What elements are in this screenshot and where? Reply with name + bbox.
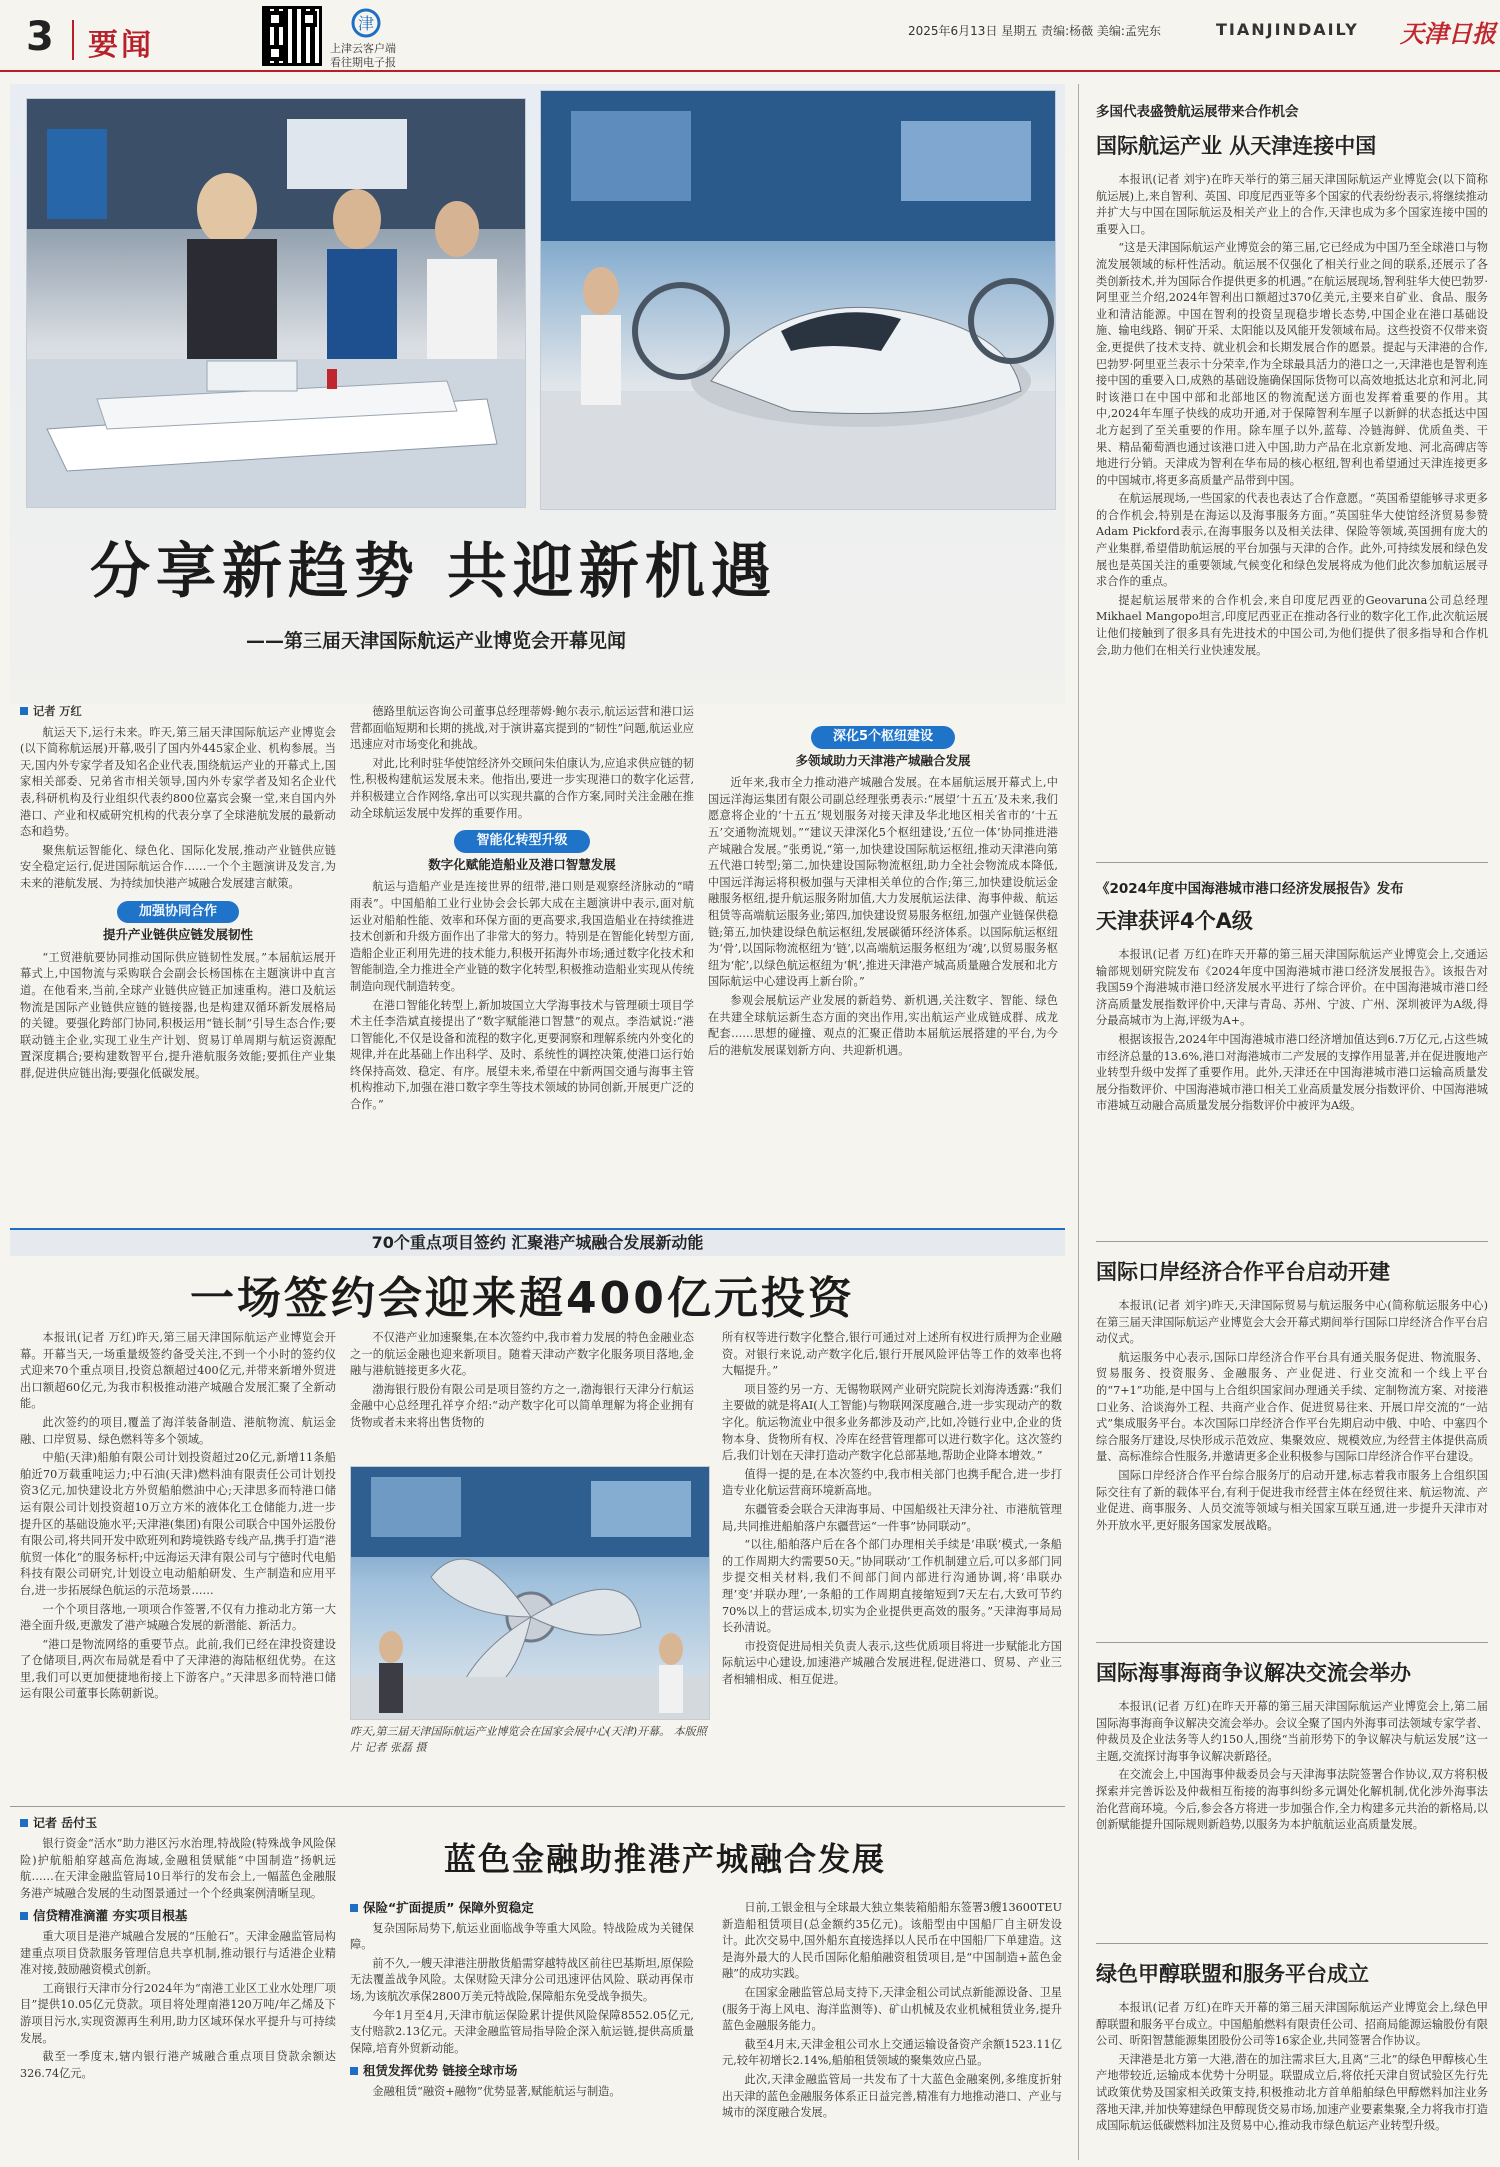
lead-column-1 — [20, 704, 336, 1224]
qr-caption-2: 看往期电子报 — [330, 56, 396, 69]
sidebar-1-title: 国际航运产业 从天津连接中国 — [1096, 134, 1377, 158]
lead-column-3 — [708, 704, 1058, 1224]
sidebar — [1096, 100, 1488, 2160]
paragraph: 参观会展航运产业发展的新趋势、新机遇,关注数字、智能、绿色在共建全球航运新生态方面的突出作用,实出航运产业成链成群、成龙配套……思想的碰撞、观点的汇聚正借助本届航运展搭建的平台,为今后的港航发展谋划新方向、共迎新机遇。 — [708, 993, 1058, 1057]
paragraph: 航运服务中心表示,国际口岸经济合作平台具有通关服务促进、物流服务、贸易服务、投资服务、金融服务、产业促进、行业交流和一个线上平台的“7+1”功能,是中国与上合组织国家间办理通关手续、定制物流方案、对接港口业务、洽谈海外工程、共商产业合作、促进贸易往来、开展口岸交流的“一站式”集成服务平台。本次国际口岸经济合作平台先期启动中俄、中哈、中塞四个综合服务厅建设,尽快形成示范效应、集聚效应、规模效应,为经营主体提供高质量、高标准综合性服务,并邀请更多企业积极参与国际口岸经济合作平台建设。 — [1096, 1350, 1488, 1464]
lead-subhead-3: 深化5个枢纽建设 多领域助力天津港产城融合发展 — [708, 726, 1058, 769]
section-banner — [10, 1228, 1065, 1256]
paragraph: 航运天下,运行未来。昨天,第三届天津国际航运产业博览会(以下简称航运展)开幕,吸引了国内外445家企业、机构参展。当天,国内外专家学者及知名企业代表,围绕航运产业的开幕式上,国家相关部委、兄弟省市相关领导,国内外专家学者及知名企业代表,科研机构及行业组织代表约800位嘉宾会聚一堂,来自国内外港口、产业和权威研究机构的代表分享了全球港航发展的最新动态和趋势。 — [20, 725, 336, 839]
brand-english: TIANJINDAILY — [1216, 20, 1359, 39]
sidebar-divider — [1078, 84, 1079, 2160]
finance-headline: 蓝色金融助推港产城融合发展 — [444, 1840, 887, 1878]
signing-column-2 — [350, 1330, 694, 1458]
sidebar-3-title: 国际口岸经济合作平台启动开建 — [1096, 1260, 1390, 1284]
ship-model-icon — [27, 99, 526, 508]
paragraph: 前不久,一艘天津港注册散货船需穿越特战区前往巴基斯坦,原保险无法覆盖战争风险。太保财险天津分公司迅速评估风险、联动再保市场,为该航次承保2800万美元特战险,保障船东免受战争损失。 — [350, 1956, 694, 2003]
lead-subheadline: ——第三届天津国际航运产业博览会开幕见闻 — [246, 630, 627, 652]
sidebar-2-kicker: 《2024年度中国海港城市港口经济发展报告》发布 — [1096, 881, 1404, 897]
finance-byline: 记者 岳付玉 — [20, 1814, 97, 1831]
paragraph: 天津港是北方第一大港,潜在的加注需求巨大,且离“三北”的绿色甲醇核心生产地带较近,运输成本优势十分明显。联盟成立后,将依托天津自贸试验区先行先试政策优势及国家相关政策支持,积极推动北方首单船舶绿色甲醇燃料加注业务落地天津,并加快筹建绿色甲醇现货交易市场,加速产业要素集聚,全力将我市打造成国际航运低碳燃料加注及贸易中心,推动我市绿色航运产业转型升级。 — [1096, 2052, 1488, 2133]
signing-column-3 — [722, 1330, 1062, 1800]
paragraph: 银行资金“活水”助力港区污水治理,特战险(特殊战争风险保险)护航船舶穿越高危海域,金融租赁赋能“中国制造”扬帆远航……在天津金融监管局10日举行的发布会上,一幅蓝色金融服务港产城融合发展的生动图景通过一个个经典案例清晰呈现。 — [20, 1837, 336, 1900]
paragraph: 截至4月末,天津金租公司水上交通运输设备资产余额1523.11亿元,较年初增长2.14%,船舶租赁领域的聚集效应凸显。 — [722, 2037, 1062, 2068]
paragraph: 截至一季度末,辖内银行港产城融合重点项目贷款余额达326.74亿元。 — [20, 2050, 336, 2080]
paragraph: 聚焦航运智能化、绿色化、国际化发展,推动产业链供应链安全稳定运行,促进国际航运合作……一个个主题演讲及发言,为未来的港航发展、为持续加快港产城融合发展建言献策。 — [20, 843, 336, 890]
lead-headline: 分享新趋势 共迎新机遇 — [90, 537, 777, 607]
paragraph: 本报讯(记者 万红)昨天,第三届天津国际航运产业博览会开幕。开幕当天,一场重量级签约备受关注,不到一个小时的签约仪式迎来70个重点项目,投资总额超过400亿元,并带来新增外贸进出口额超60亿元,为我市积极推动港产城融合发展汇聚了全新动能。 — [20, 1331, 336, 1411]
lead-photo-right — [540, 90, 1056, 510]
sidebar-5-title: 绿色甲醇联盟和服务平台成立 — [1096, 1962, 1369, 1986]
section-name: 要闻 — [88, 28, 154, 63]
finance-column-3 — [722, 1900, 1062, 2158]
lead-byline: 记者 万红 — [20, 704, 336, 721]
finance-column-2 — [350, 1900, 694, 2158]
paragraph: 在国家金融监管总局支持下,天津金租公司试点新能源设备、卫星(服务于海上风电、海洋监测等)、矿山机械及农业机械租赁业务,提升蓝色金融服务能力。 — [722, 1985, 1062, 2033]
sidebar-5-body — [1096, 2000, 1488, 2160]
app-logo-icon — [348, 8, 384, 38]
paragraph: 根据该报告,2024年中国海港城市港口经济增加值达到6.7万亿元,占这些城市经济总量的13.6%,港口对海港城市二产发展的支撑作用显著,并在促进腹地产业转型升级中发挥了重要作用。此外,天津还在中国海港城市港口运输高质量发展分指数评价、中国海港城市港口相关工业高质量发展分指数评价、中国海港城市港城互动融合高质量发展分指数评价中被评为A级。 — [1096, 1032, 1488, 1113]
paragraph: 日前,工银金租与全球最大独立集装箱船船东签署3艘13600TEU新造船租赁项目(总金额约35亿元)。该船型由中国船厂自主研发设计。此次交易中,国外船东直接选择以人民币在中国船厂下单建造。这是海外最大的人民币国际化船舶融资租赁项目,是“中国制造+蓝色金融”的成功实践。 — [722, 1901, 1062, 1981]
masthead — [0, 0, 1500, 72]
paragraph: “这是天津国际航运产业博览会的第三届,它已经成为中国乃至全球港口与物流发展领域的标杆性活动。航运展不仅强化了相关行业之间的联系,还展示了各类创新技术,并为国际合作提供更多的机遇。”在航运展现场,智利驻华大使巴勃罗·阿里亚兰介绍,2024年智利出口额超过370亿美元,主要来自矿业、食品、服务业和清洁能源。中国在智利的投资呈现稳步增长态势,中国企业在港口基础设施、输电线路、铜矿开采、太阳能以及风能开发领域布局。这些投资不仅带来资金,更提供了技术支持、就业机会和长期发展合作的愿景。提起与天津港的合作,巴勃罗·阿里亚兰表示十分荣幸,作为全球最具活力的港口之一,天津港也是智利连接中国的重要入口,成熟的基础设施确保国际货物可以高效地抵达北京和河北,同时该港口在中国中部和北部地区的物流配送方面也发挥着重要的作用。其中,2024年车厘子快线的成功开通,对于保障智利车厘子以新鲜的状态抵达中国北方起到了至关重要的作用。除车厘子以外,蓝莓、冷链海鲜、优质鱼类、干果、精品葡萄酒也通过该港口进入中国,助力产品在北京新发地、河北高碑店等地进行分销。天津成为智利在华布局的核心枢纽,智利也希望通过天津连接更多的中国城市,将更多高质量产品带到中国。 — [1096, 241, 1488, 487]
date-line: 2025年6月13日 星期五 责编:杨薇 美编:孟宪东 — [908, 24, 1161, 38]
page-number: 3 — [26, 14, 54, 60]
paragraph: 国际口岸经济合作平台综合服务厅的启动开建,标志着我市服务上合组织国际交往有了新的载体平台,有利于促进我市经营主体在经贸往来、航运物流、产业促进、商事服务、人员交流等领域与相关国家互联互通,进一步提升天津市对外开放水平,更好服务国家发展战略。 — [1096, 1468, 1488, 1532]
lead-subhead-2: 智能化转型升级 数字化赋能造船业及港口智慧发展 — [350, 830, 694, 873]
paragraph: 中船(天津)船舶有限公司计划投资超过20亿元,新增11条船舶近70万载重吨运力;中石油(天津)燃料油有限责任公司计划投资3亿元,加快建设北方外贸船舶燃油中心;天津思多而特港口储运有限公司计划投资超10万立方米的液体化工仓储能力,进一步提升区的基础设施水平;天津港(集团)有限公司联合中国外运股份有限公司,将共同开发中欧班列和跨境铁路专线产品,携手打造“港航贸一体化”的服务标杆;中远海运天津有限公司与宁德时代电船科技有限公司研究,计划设立电动船舶研发、生产制造和应用平台,进一步拓展绿色航运的示范场景…… — [20, 1451, 336, 1597]
paragraph: 今年1月至4月,天津市航运保险累计提供风险保障8552.05亿元,支付赔款2.13亿元。天津金融监管局指导险企深入航运链,提供高质量保障,培育外贸新动能。 — [350, 2008, 694, 2055]
paragraph: 此次签约的项目,覆盖了海洋装备制造、港航物流、航运金融、口岸贸易、绿色燃料等多个领域。 — [20, 1415, 336, 1446]
sidebar-4-title: 国际海事海商争议解决交流会举办 — [1096, 1661, 1411, 1685]
paragraph: “港口是物流网络的重要节点。此前,我们已经在津投资建设了仓储项目,两次布局就是看中了天津港的海陆枢纽优势。在这里,我们可以更加便捷地衔接上下游客户。”天津思多而特港口储运有限公司董事长陈朝新说。 — [20, 1637, 336, 1701]
paragraph: 德路里航运咨询公司董事总经理蒂姆·鲍尔表示,航运运营和港口运营都面临短期和长期的挑战,对于演讲嘉宾提到的“韧性”问题,航运业应迅速应对市场变化和挑战。 — [350, 705, 694, 752]
sidebar-3-body — [1096, 1298, 1488, 1632]
paragraph: 所有权等进行数字化整合,银行可通过对上述所有权进行质押为企业融资。对银行来说,动产数字化后,银行开展风险评估等工作的效率也将大幅提升。” — [722, 1331, 1062, 1378]
paragraph: 在港口智能化转型上,新加坡国立大学海事技术与管理硕士项目学术主任李浩斌直接提出了“数字赋能港口智慧”的观点。李浩斌说:“港口智能化,不仅是设备和流程的数字化,更要洞察和理解系统内外变化的规律,并在此基础上作出科学、及时、系统性的调控决策,使港口运行始终保持高效、稳定、有序。展望未来,希望在中新两国交通与海事主管机构推动下,加强在港口数字孪生等技术领域的协同创新,开展更广泛的合作。” — [350, 998, 694, 1112]
paragraph: 本报讯(记者 万红)在昨天开幕的第三届天津国际航运产业博览会上,交通运输部规划研究院发布《2024年度中国海港城市港口经济发展报告》。该报告对我国59个海港城市港口经济发展水平进行了综合评价。在中国海港城市港口经济高质量发展指数评价中,天津与青岛、苏州、宁波、广州、深圳被评为A级,得分最高城市为上海,评级为A+。 — [1096, 948, 1488, 1028]
paragraph: 本报讯(记者 刘宇)昨天,天津国际贸易与航运服务中心(简称航运服务中心)在第三届天津国际航运产业博览会大会开幕式期间举行国际口岸经济合作平台启动仪式。 — [1096, 1299, 1488, 1346]
paragraph: 近年来,我市全力推动港产城融合发展。在本届航运展开幕式上,中国远洋海运集团有限公司副总经理张勇表示:“展望‘十五五’及未来,我们愿意将企业的‘十五五’规划服务对接天津及华北地区相关省市的‘十五五’交通物流规划。”“建议天津深化5个枢纽建设,‘五位一体’协同推进港产城融合发展。”张勇说,“第一,加快建设国际航运枢纽,推动天津港向第五代港口转型;第二,加快建设国际物流枢纽,助力全社会物流成本降低,中国远洋海运将积极加强与天津相关单位的合作;第三,加快建设航运金融服务枢纽,提升航运服务附加值,大力发展航运法律、海事仲裁、航运租赁等高端航运服务业;第四,加快建设贸易服务枢纽,加强产业链保供稳链;第五,加快建设绿色航运枢纽,发展碳循环经济体系。以国际航运枢纽为‘骨’,以国际物流枢纽为‘链’,以高端航运服务枢纽为‘魂’,以贸易服务枢纽为‘舵’,以绿色航运枢纽为‘帆’,推进天津港产城高质量融合发展和北方国际航运中心建设再上新台阶。” — [708, 776, 1058, 989]
paragraph: 不仅港产业加速聚集,在本次签约中,我市着力发展的特色金融业态之一的航运金融也迎来新项目。随着天津动产数字化服务项目落地,金融与港航链接更多火花。 — [350, 1331, 694, 1378]
paragraph: “以往,船舶落户后在各个部门办理相关手续是‘串联’模式,一条船的工作周期大约需要50天。”协同联动’工作机制建立后,可以多部门同步提交相关材料,我们不间部门间内部进行沟通协调,将‘串联办理’变‘并联办理’,一条船的工作周期直接缩短到7天左右,大致可节约70%以上的营运成本,切实为企业提供更高效的服务。”天津海事局局长孙清说。 — [722, 1538, 1062, 1635]
finance-subhead-1: 信贷精准滴灌 夯实项目根基 — [20, 1908, 336, 1925]
signing-photo-caption: 昨天,第三届天津国际航运产业博览会在国家会展中心(天津)开幕。 本版照片 记者 张磊 摄 — [350, 1725, 707, 1754]
signing-headline: 一场签约会迎来超400亿元投资 — [190, 1273, 855, 1324]
paragraph: 本报讯(记者 万红)在昨天开幕的第三届天津国际航运产业博览会上,第二届国际海事海商争议解决交流会举办。会议全聚了国内外海事司法领域专家学者、仲裁员及企业法务等人约150人,围绕“当前形势下的争议解决与航运发展”这一主题,交流探讨海事争议解决新路径。 — [1096, 1700, 1488, 1763]
propeller-exhibit-icon — [351, 1467, 710, 1720]
paragraph: 对此,比利时驻华使馆经济外交顾问朱伯康认为,应追求供应链的韧性,积极构建航运发展未来。他指出,要进一步实现港口的数字化运营,并积极建立合作网络,拿出可以实现共赢的合作方案,同时关注金融在推动全球航运发展中发挥的重要作用。 — [350, 756, 694, 820]
sidebar-1-body — [1096, 172, 1488, 852]
finance-subhead-2: 保险“扩面提质” 保障外贸稳定 — [350, 1900, 694, 1917]
paragraph: 东疆管委会联合天津海事局、中国船级社天津分社、市港航管理局,共同推进船舶落户东疆营运“一件事”协同联动”。 — [722, 1502, 1062, 1533]
finance-column-1 — [20, 1836, 336, 2158]
finance-subhead-3: 租赁发挥优势 链接全球市场 — [350, 2063, 694, 2080]
signing-photo — [350, 1466, 710, 1720]
lead-column-2 — [350, 704, 694, 1224]
qr-code[interactable] — [262, 6, 322, 66]
sidebar-4-body — [1096, 1699, 1488, 1933]
paragraph: 工商银行天津市分行2024年为“南港工业区工业水处理厂项目”提供10.05亿元贷款。项目将处理南港120万吨/年乙烯及下游项目污水,实现资源再生利用,助力区域环保水平提升与可持续发展。 — [20, 1981, 336, 2045]
signing-column-1 — [20, 1330, 336, 1800]
finance-rule — [10, 1806, 1065, 1807]
brand-chinese: 天津日报 — [1400, 19, 1496, 48]
paragraph: 在交流会上,中国海事仲裁委员会与天津海事法院签署合作协议,双方将积极探索并完善诉讼及仲裁相互衔接的海事纠纷多元调处化解机制,优化涉外海事法治化营商环境。今后,参会各方将进一步加强合作,全力构建多元共治的新格局,以创新赋能提升国际规则新趋势,以服务为本护航航运业高质量发展。 — [1096, 1768, 1488, 1832]
masthead-divider — [72, 20, 74, 60]
sidebar-2-body — [1096, 947, 1488, 1231]
lead-subhead-1: 加强协同合作 提升产业链供应链发展韧性 — [20, 901, 336, 944]
sidebar-2-title: 天津获评4个A级 — [1096, 909, 1253, 933]
paragraph: 值得一提的是,在本次签约中,我市相关部门也携手配合,进一步打造专业化航运营商环境新高地。 — [722, 1467, 1062, 1498]
paragraph: 重大项目是港产城融合发展的“压舱石”。天津金融监管局构建重点项目贷款服务管理信息共享机制,推动银行与适港企业精准对接,鼓励融资模式创新。 — [20, 1929, 336, 1977]
paragraph: 本报讯(记者 刘宇)在昨天举行的第三届天津国际航运产业博览会(以下简称航运展)上,来自智利、英国、印度尼西亚等多个国家的代表纷纷表示,将继续推动并扩大与中国在国际航运及相关产业上的合作,天津也成为多个国家连接中国的重要入口。 — [1096, 173, 1488, 236]
paragraph: 金融租赁“融资+融物”优势显著,赋能航运与制造。 — [372, 2084, 621, 2098]
sidebar-1-kicker: 多国代表盛赞航运展带来合作机会 — [1096, 104, 1299, 120]
paragraph: 本报讯(记者 万红)在昨天开幕的第三届天津国际航运产业博览会上,绿色甲醇联盟和服务平台成立。中国船舶燃料有限责任公司、招商局能源运输股份有限公司、昕阳智慧能源集团股份公司等16家企业,共同签署合作协议。 — [1096, 2001, 1488, 2048]
flying-car-icon — [541, 91, 1056, 510]
lead-photo-left — [26, 98, 526, 508]
paragraph: “工贸港航要协同推动国际供应链韧性发展。”本届航运展开幕式上,中国物流与采购联合会副会长杨国栋在主题演讲中直言道。在他看来,当前,全球产业链供应链正加速重构。港口及航运物流是国际产业链供应链的链接器,也是构建双循环新发展格局的关键。要强化跨部门协同,积极运用“链长制”引导生态合作;要联动链主企业,实现工业生产计划、贸易订单周期与航运资源配置深度耦合;要构建数智平台,提升港航服务效能;要抓住产业集群,促进供应链出海;要强化低碳发展。 — [20, 950, 336, 1080]
paragraph: 渤海银行股份有限公司是项目签约方之一,渤海银行天津分行航运金融中心总经理孔祥亨介绍:“动产数字化可以简单理解为将企业拥有货物或者未来将出售货物的 — [350, 1382, 694, 1429]
paragraph: 在航运展现场,一些国家的代表也表达了合作意愿。“英国希望能够寻求更多的合作机会,特别是在海运以及海事服务方面。”英国驻华大使馆经济贸易参赞Adam Pickford表示,在海事服务以及相关法律、保险等领域,英国拥有庞大的产业集群,希望借助航运展的平台加强与天津的合作。此外,可持续发展和绿色发展也是英国关注的重要领域,气候变化和绿色发展将成为他们此次参加航运展寻求合作的重点。 — [1096, 492, 1488, 589]
lead-photo-area — [10, 84, 1065, 704]
paragraph: 提起航运展带来的合作机会,来自印度尼西亚的Geovaruna公司总经理Mikhael Mangopo坦言,印度尼西亚正在推动各行业的数字化工作,此次航运展让他们接触到了很多具有先进技术的中国公司,为他们提供了很多指导和合作机会,助力他们在相关行业快速发展。 — [1096, 593, 1488, 657]
paragraph: 此次,天津金融监管局一共发布了十大蓝色金融案例,多维度折射出天津的蓝色金融服务体系正日益完善,精准有力地推动港口、产业与城市的深度融合发展。 — [722, 2072, 1062, 2120]
qr-caption-1: 上津云客户端 — [330, 42, 396, 55]
paragraph: 市投资促进局相关负责人表示,这些优质项目将进一步赋能北方国际航运中心建设,加速港产城融合发展进程,促进港口、贸易、产业三者相辅相成、相互促进。 — [722, 1639, 1062, 1686]
paragraph: 航运与造船产业是连接世界的纽带,港口则是观察经济脉动的“晴雨表”。中国船舶工业行业协会会长郭大成在主题演讲中表示,面对航运业对船舶性能、效率和环保方面的更高要求,我国造船业在持续推进技术创新和升级方面作出了非常大的努力。特别是在智能化转型方面,造船企业正利用先进的技术能力,积极开拓海外市场;通过数字化技术和智能制造,全力推进全产业链的数字化转型,积极推动造船业实现从传统制造向现代制造转变。 — [350, 880, 694, 993]
paragraph: 一个个项目落地,一项项合作签署,不仅有力推动北方第一大港全面升级,更激发了港产城融合发展的新潜能、新活力。 — [20, 1602, 336, 1633]
paragraph: 复杂国际局势下,航运业面临战争等重大风险。特战险成为关键保障。 — [350, 1921, 694, 1952]
svg-text:津: 津 — [357, 14, 375, 33]
banner-text: 70个重点项目签约 汇聚港产城融合发展新动能 — [371, 1233, 704, 1252]
paragraph: 项目签约另一方、无锡物联网产业研究院院长刘海涛透露:“我们主要做的就是将AI(人工智能)与物联网深度融合,进一步实现动产的数字化。航运物流业中很多业务都涉及动产,比如,冷链行业中,企业的货物本身、货物所有权、冷库在经营管理都可以进行数字化。这次签约后,我们计划在天津打造动产数字化总部基地,帮助企业降本增效。” — [722, 1382, 1062, 1463]
